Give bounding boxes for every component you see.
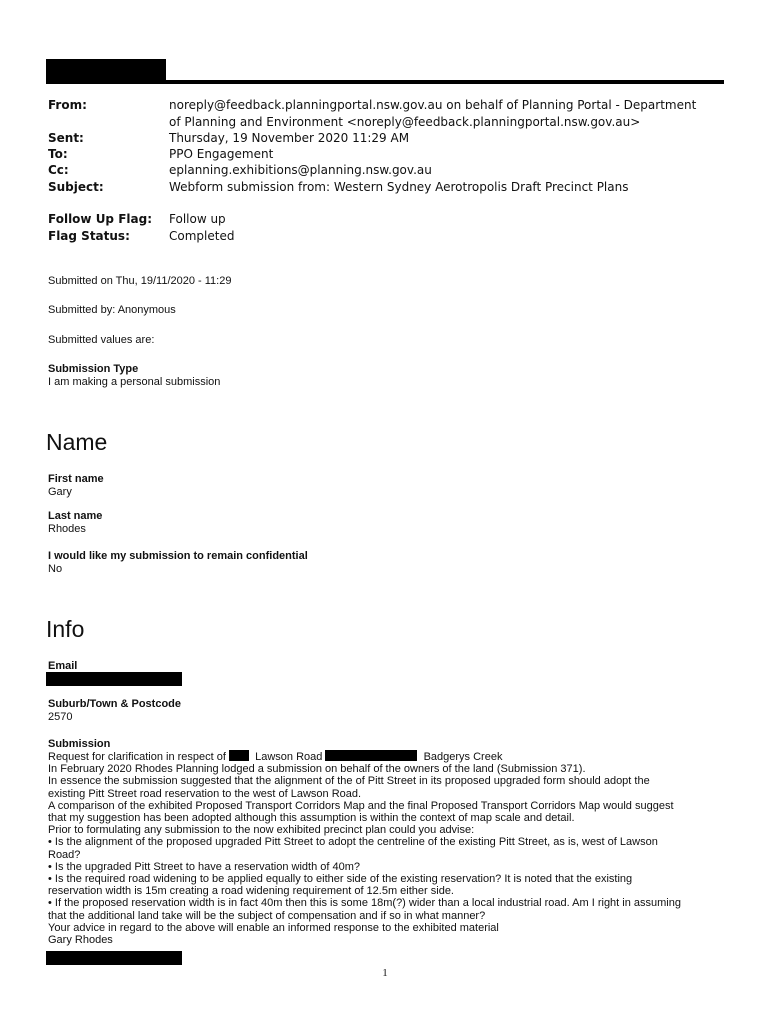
subject-label: Subject: <box>48 180 104 194</box>
follow-up-flag-value: Follow up <box>169 212 226 226</box>
from-value: noreply@feedback.planningportal.nsw.gov.au on behalf of Planning Portal - Department of Planning and Environment <noreply@feedback.planningportal.nsw.gov.au> <box>169 98 697 129</box>
suburb-label: Suburb/Town & Postcode <box>48 698 182 710</box>
last-name-label: Last name <box>48 510 103 522</box>
to-value: PPO Engagement <box>169 147 274 161</box>
header-redaction <box>46 59 166 82</box>
submitted-on: Submitted on Thu, 19/11/2020 - 11:29 <box>48 275 232 287</box>
submitted-by: Submitted by: Anonymous <box>48 304 176 316</box>
confidential-value: No <box>48 563 63 575</box>
name-heading: Name <box>46 429 108 455</box>
submission-line-1: Request for clarification in respect of Lawson Road Badgerys Creek <box>48 751 503 763</box>
follow-up-flag-label: Follow Up Flag: <box>48 212 152 226</box>
cc-label: Cc: <box>48 163 69 177</box>
to-label: To: <box>48 147 68 161</box>
email-redaction <box>46 672 182 686</box>
last-name-value: Rhodes <box>48 523 86 535</box>
cc-value: eplanning.exhibitions@planning.nsw.gov.au <box>169 163 432 177</box>
submission-line-16: Gary Rhodes <box>48 934 113 947</box>
submitted-values: Submitted values are: <box>48 334 155 346</box>
lot-details-redaction <box>325 750 417 761</box>
confidential-label: I would like my submission to remain confidential <box>48 550 308 562</box>
submission-line-8: • Is the alignment of the proposed upgraded Pitt Street to adopt the centreline of the existing Pitt Street, as is, west of Lawson <box>48 836 658 849</box>
sent-label: Sent: <box>48 131 84 145</box>
submission-line-2: In February 2020 Rhodes Planning lodged a submission on behalf of the owners of the land (Submission 371). <box>48 763 586 776</box>
submission-line-10: • Is the upgraded Pitt Street to have a reservation width of 40m? <box>48 860 361 873</box>
submission-line-6: that my suggestion has been adopted although this assumption is within the context of map scale and detail. <box>48 812 575 825</box>
first-name-value: Gary <box>48 486 72 498</box>
submission-line-5: A comparison of the exhibited Proposed Transport Corridors Map and the final Proposed Transport Corridors Map would suggest <box>48 799 674 812</box>
submission-line-15: Your advice in regard to the above will enable an informed response to the exhibited material <box>48 921 499 934</box>
page-number: 1 <box>382 967 388 979</box>
submission-line-9: Road? <box>48 848 81 861</box>
info-heading: Info <box>46 616 85 642</box>
email-header <box>48 97 728 247</box>
submission-label: Submission <box>48 738 111 750</box>
submission-line-13: • If the proposed reservation width is in fact 40m then this is some 18m(?) wider than a local industrial road. Am I right in assuming <box>48 897 681 910</box>
submission-line-7: Prior to formulating any submission to the now exhibited precinct plan could you advise: <box>48 824 475 837</box>
sent-value: Thursday, 19 November 2020 11:29 AM <box>169 131 410 145</box>
flag-status-value: Completed <box>169 229 235 243</box>
header-rule <box>46 80 724 84</box>
submission-type-value: I am making a personal submission <box>48 376 221 388</box>
submission-line-4: existing Pitt Street road reservation to the west of Lawson Road. <box>48 787 362 800</box>
submission-type-label: Submission Type <box>48 363 139 375</box>
address-number-redaction <box>229 750 249 761</box>
from-label: From: <box>48 98 87 112</box>
subject-value: Webform submission from: Western Sydney Aerotropolis Draft Precinct Plans <box>169 180 629 194</box>
first-name-label: First name <box>48 473 104 485</box>
submission-line-12: reservation width is 15m creating a road widening requirement of 12.5m either side. <box>48 885 454 898</box>
flag-status-label: Flag Status: <box>48 229 130 243</box>
email-label: Email <box>48 660 78 672</box>
submission-line-3: In essence the submission suggested that the alignment of the of Pitt Street in its proposed upgraded form should adopt the <box>48 775 650 788</box>
submission-text <box>48 750 728 946</box>
submission-line-14: that the additional land take will be the subject of compensation and if so in what manner? <box>48 909 486 922</box>
signature-redaction <box>46 951 182 965</box>
submission-line-11: • Is the required road widening to be applied equally to either side of the existing reservation? It is noted that the existing <box>48 873 633 886</box>
suburb-value: 2570 <box>48 711 73 723</box>
